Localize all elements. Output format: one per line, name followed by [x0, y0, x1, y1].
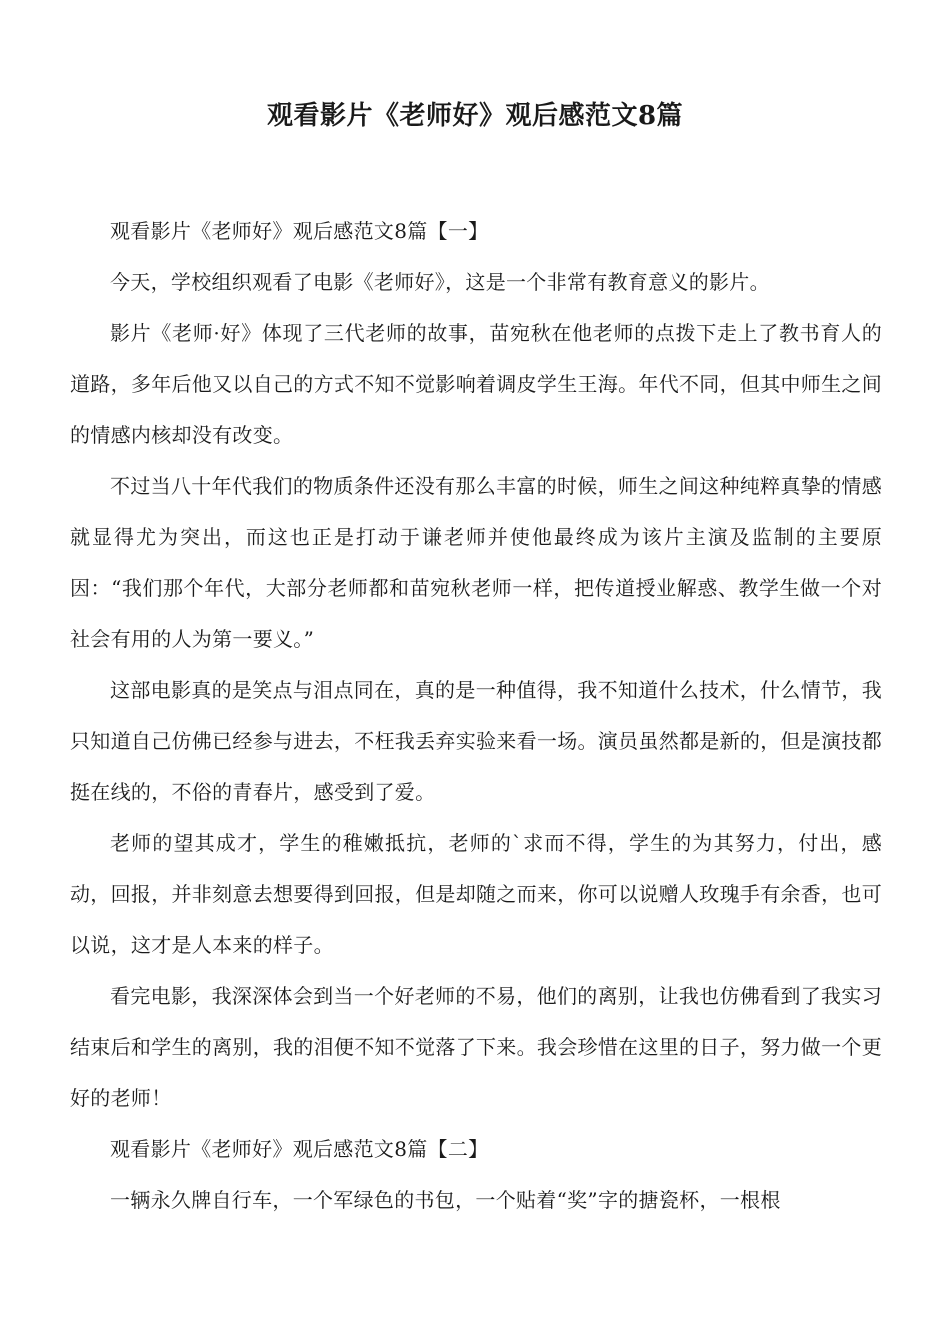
- paragraph: 看完电影，我深深体会到当一个好老师的不易，他们的离别，让我也仿佛看到了我实习结束后和学生的离别，我的泪便不知不觉落了下来。我会珍惜在这里的日子，努力做一个更好的老师！: [70, 984, 882, 1110]
- document-title: 观看影片《老师好》观后感范文8篇: [266, 101, 684, 131]
- paragraph: 影片《老师·好》体现了三代老师的故事，苗宛秋在他老师的点拨下走上了教书育人的道路，多年后他又以自己的方式不知不觉影响着调皮学生王海。年代不同，但其中师生之间的情感内核却没有改变。: [70, 321, 882, 447]
- paragraph: 老师的望其成才，学生的稚嫩抵抗，老师的`求而不得，学生的为其努力，付出，感动，回报，并非刻意去想要得到回报，但是却随之而来，你可以说赠人玫瑰手有余香，也可以说，这才是人本来的样子。: [70, 831, 882, 957]
- paragraph: 不过当八十年代我们的物质条件还没有那么丰富的时候，师生之间这种纯粹真挚的情感就显得尤为突出，而这也正是打动于谦老师并使他最终成为该片主演及监制的主要原因：“我们那个年代，大部分老师都和苗宛秋老师一样，把传道授业解惑、教学生做一个对社会有用的人为第一要义。”: [70, 474, 882, 651]
- section-heading-2: 观看影片《老师好》观后感范文8篇【二】: [110, 1137, 489, 1161]
- document-body: [70, 206, 882, 1226]
- paragraph: 今天，学校组织观看了电影《老师好》，这是一个非常有教育意义的影片。: [110, 270, 770, 294]
- paragraph: 一辆永久牌自行车，一个军绿色的书包，一个贴着“奖”字的搪瓷杯，一根根: [110, 1188, 781, 1212]
- paragraph: 这部电影真的是笑点与泪点同在，真的是一种值得，我不知道什么技术，什么情节，我只知道自己仿佛已经参与进去，不枉我丢弃实验来看一场。演员虽然都是新的，但是演技都挺在线的，不俗的青春片，感受到了爱。: [70, 678, 882, 804]
- section-heading-1: 观看影片《老师好》观后感范文8篇【一】: [110, 219, 489, 243]
